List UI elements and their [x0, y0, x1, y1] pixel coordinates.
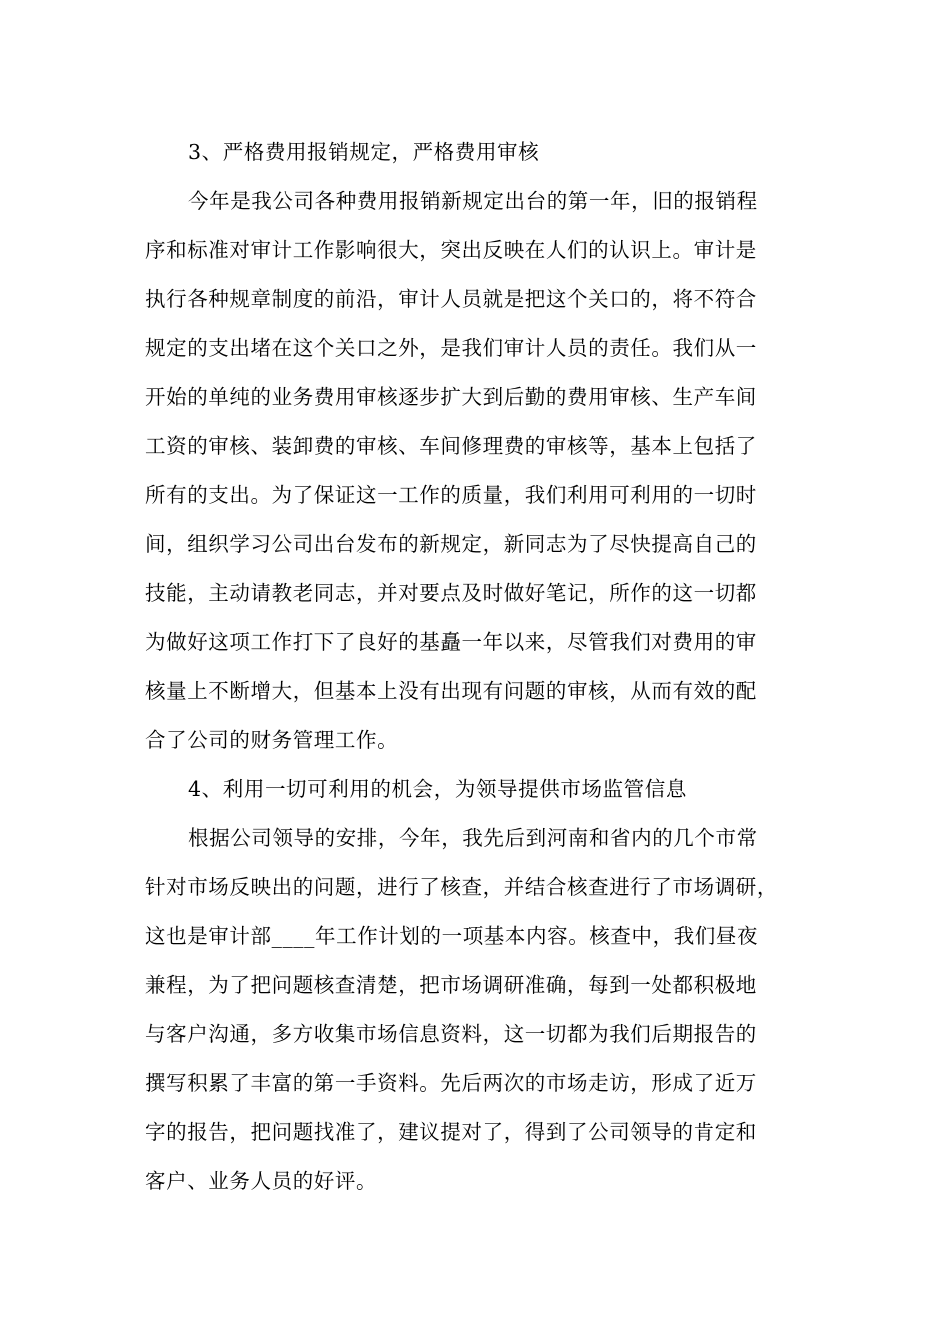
paragraph-line: 客户、业务人员的好评。 — [145, 1169, 378, 1193]
paragraph-line: 规定的支出堵在这个关口之外，是我们审计人员的责任。我们从一 — [145, 336, 757, 360]
paragraph-line: 序和标准对审计工作影响很大，突出反映在人们的认识上。审计是 — [145, 238, 757, 262]
paragraph-line: 工资的审核、装卸费的审核、车间修理费的审核等，基本上包括了 — [145, 434, 757, 458]
paragraph-line: 兼程，为了把问题核查清楚，把市场调研准确，每到一处都积极地 — [145, 973, 757, 997]
paragraph-line: 今年是我公司各种费用报销新规定出台的第一年，旧的报销程 — [188, 189, 758, 213]
paragraph-line: 根据公司领导的安排，今年，我先后到河南和省内的几个市常 — [188, 826, 758, 850]
paragraph-line: 针对市场反映出的问题，进行了核查，并结合核查进行了市场调研， — [145, 875, 778, 899]
paragraph-line: 与客户沟通，多方收集市场信息资料，这一切都为我们后期报告的 — [145, 1022, 757, 1046]
paragraph-line: 这也是审计部____年工作计划的一项基本内容。核查中，我们昼夜 — [145, 924, 759, 948]
paragraph-line: 为做好这项工作打下了良好的基矗一年以来，尽管我们对费用的审 — [145, 630, 757, 654]
section-heading-3: 3、严格费用报销规定，严格费用审核 — [188, 140, 540, 164]
paragraph-line: 合了公司的财务管理工作。 — [145, 728, 399, 752]
paragraph-line: 技能，主动请教老同志，并对要点及时做好笔记，所作的这一切都 — [145, 581, 757, 605]
section-heading-4: 4、利用一切可利用的机会，为领导提供市场监管信息 — [188, 777, 687, 801]
paragraph-line: 开始的单纯的业务费用审核逐步扩大到后勤的费用审核、生产车间 — [145, 385, 757, 409]
document-body — [145, 128, 810, 1206]
paragraph-line: 核量上不断增大，但基本上没有出现有问题的审核，从而有效的配 — [145, 679, 757, 703]
paragraph-line: 执行各种规章制度的前沿，审计人员就是把这个关口的，将不符合 — [145, 287, 757, 311]
paragraph-line: 撰写积累了丰富的第一手资料。先后两次的市场走访，形成了近万 — [145, 1071, 757, 1095]
paragraph-line: 间，组织学习公司出台发布的新规定，新同志为了尽快提高自己的 — [145, 532, 757, 556]
paragraph-line: 所有的支出。为了保证这一工作的质量，我们利用可利用的一切时 — [145, 483, 757, 507]
paragraph-line: 字的报告，把问题找准了，建议提对了，得到了公司领导的肯定和 — [145, 1120, 757, 1144]
